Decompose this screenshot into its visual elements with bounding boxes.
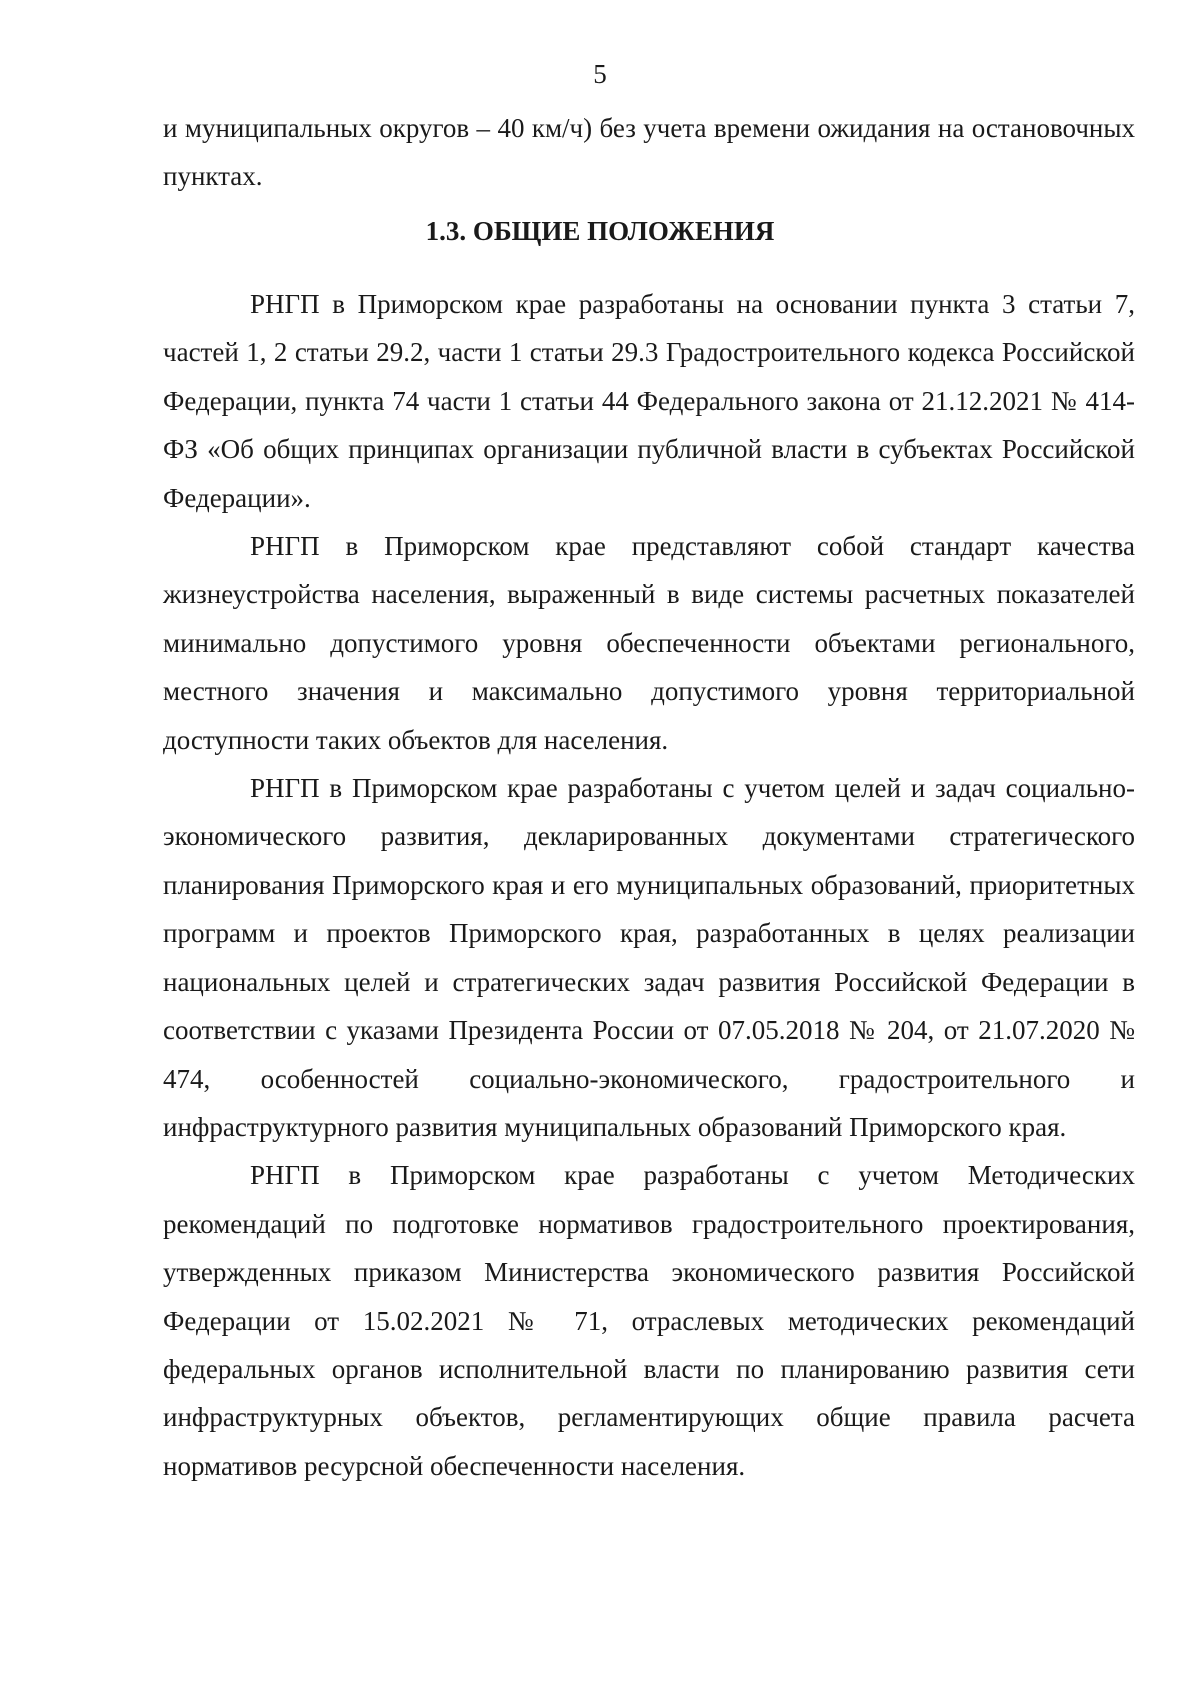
continuation-text — [163, 104, 1135, 201]
section-heading: 1.3. ОБЩИЕ ПОЛОЖЕНИЯ — [425, 216, 775, 246]
paragraph-methodical-recommendations: РНГП в Приморском крае разработаны с учетом Методических рекомендаций по подготовке нормативов градостроительного проектирования, утвержденных приказом Министерства экономического развития Российской Федерации от 15.02.2021 № 71, отраслевых методических рекомендаций федеральных органов исполнительной власти по планированию развития сети инфраструктурных объектов, регламентирующих общие правила расчета нормативов ресурсной обеспеченности населения. — [163, 1160, 1135, 1481]
paragraph-strategic-goals: РНГП в Приморском крае разработаны с учетом целей и задач социально-экономического развития, декларированных документами стратегического планирования Приморского края и его муниципальных образований, приоритетных программ и проектов Приморского края, разработанных в целях реализации национальных целей и стратегических задач развития Российской Федерации в соответствии с указами Президента России от 07.05.2018 № 204, от 21.07.2020 № 474, особенностей социально-экономического, градостроительного и инфраструктурного развития муниципальных образований Приморского края. — [163, 773, 1135, 1142]
page-number: 5 — [593, 59, 607, 89]
paragraph-quality-standard: РНГП в Приморском крае представляют собой стандарт качества жизнеустройства населения, выраженный в виде системы расчетных показателей минимально допустимого уровня обеспеченности объектами регионального, местного значения и максимально допустимого уровня территориальной доступности таких объектов для населения. — [163, 531, 1135, 755]
paragraph-legal-basis: РНГП в Приморском крае разработаны на основании пункта 3 статьи 7, частей 1, 2 статьи 29.2, части 1 статьи 29.3 Градостроительного кодекса Российской Федерации, пункта 74 части 1 статьи 44 Федерального закона от 21.12.2021 № 414-ФЗ «Об общих принципах организации публичной власти в субъектах Российской Федерации». — [163, 289, 1135, 513]
section-body — [163, 280, 1135, 1490]
continuation-paragraph: и муниципальных округов – 40 км/ч) без учета времени ожидания на остановочных пунктах. — [163, 113, 1135, 192]
